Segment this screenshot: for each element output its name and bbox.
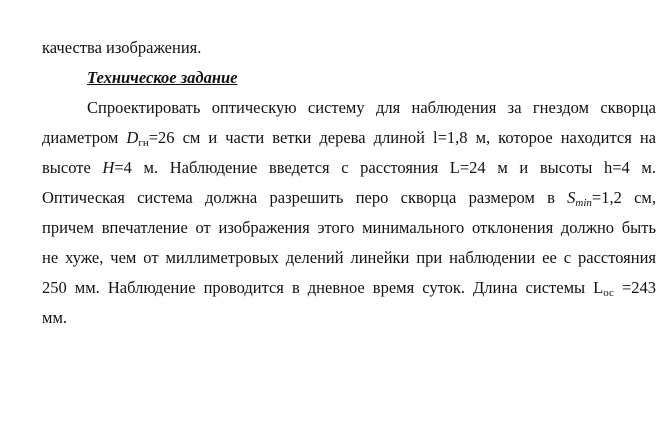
text-fragment: =1,2 см, (591, 188, 656, 207)
text-fragment: 250 мм. Наблюдение проводится в дневное время суток. Длина системы L (42, 278, 604, 297)
text-fragment: =26 см и части ветки дерева длиной l=1,8 м, которое находится на (148, 128, 656, 147)
section-heading: Техническое задание (87, 68, 238, 87)
paragraph-line-2 (42, 128, 656, 148)
subscript-os: ос (603, 287, 614, 299)
subscript-gn: гн (138, 137, 149, 149)
variable-s: S (567, 188, 576, 207)
subscript-min-text: min (575, 197, 592, 209)
text-fragment: =4 м. Наблюдение введется с расстояния L=24 м и высоты h=4 м. (114, 158, 656, 177)
paragraph-line-6: не хуже, чем от миллиметровых делений линейки при наблюдении ее с расстояния (42, 248, 656, 267)
paragraph-line-1: Спроектировать оптическую систему для наблюдения за гнездом скворца (87, 98, 656, 117)
subscript-min (575, 197, 592, 209)
text-fragment: диаметром (42, 128, 127, 147)
text-fragment: высоте (42, 158, 103, 177)
paragraph-line-3 (42, 158, 656, 178)
variable-d: D (126, 128, 139, 147)
paragraph-line-5: причем впечатление от изображения этого минимального отклонения должно быть (42, 218, 656, 237)
paragraph-line-7 (42, 278, 656, 298)
top-text-line: качества изображения. (42, 38, 202, 57)
paragraph-line-4 (42, 188, 656, 208)
paragraph-line-8: мм. (42, 308, 68, 327)
text-fragment: =243 (613, 278, 656, 297)
text-fragment: Оптическая система должна разрешить перо скворца размером в (42, 188, 568, 207)
variable-h: H (102, 158, 115, 177)
